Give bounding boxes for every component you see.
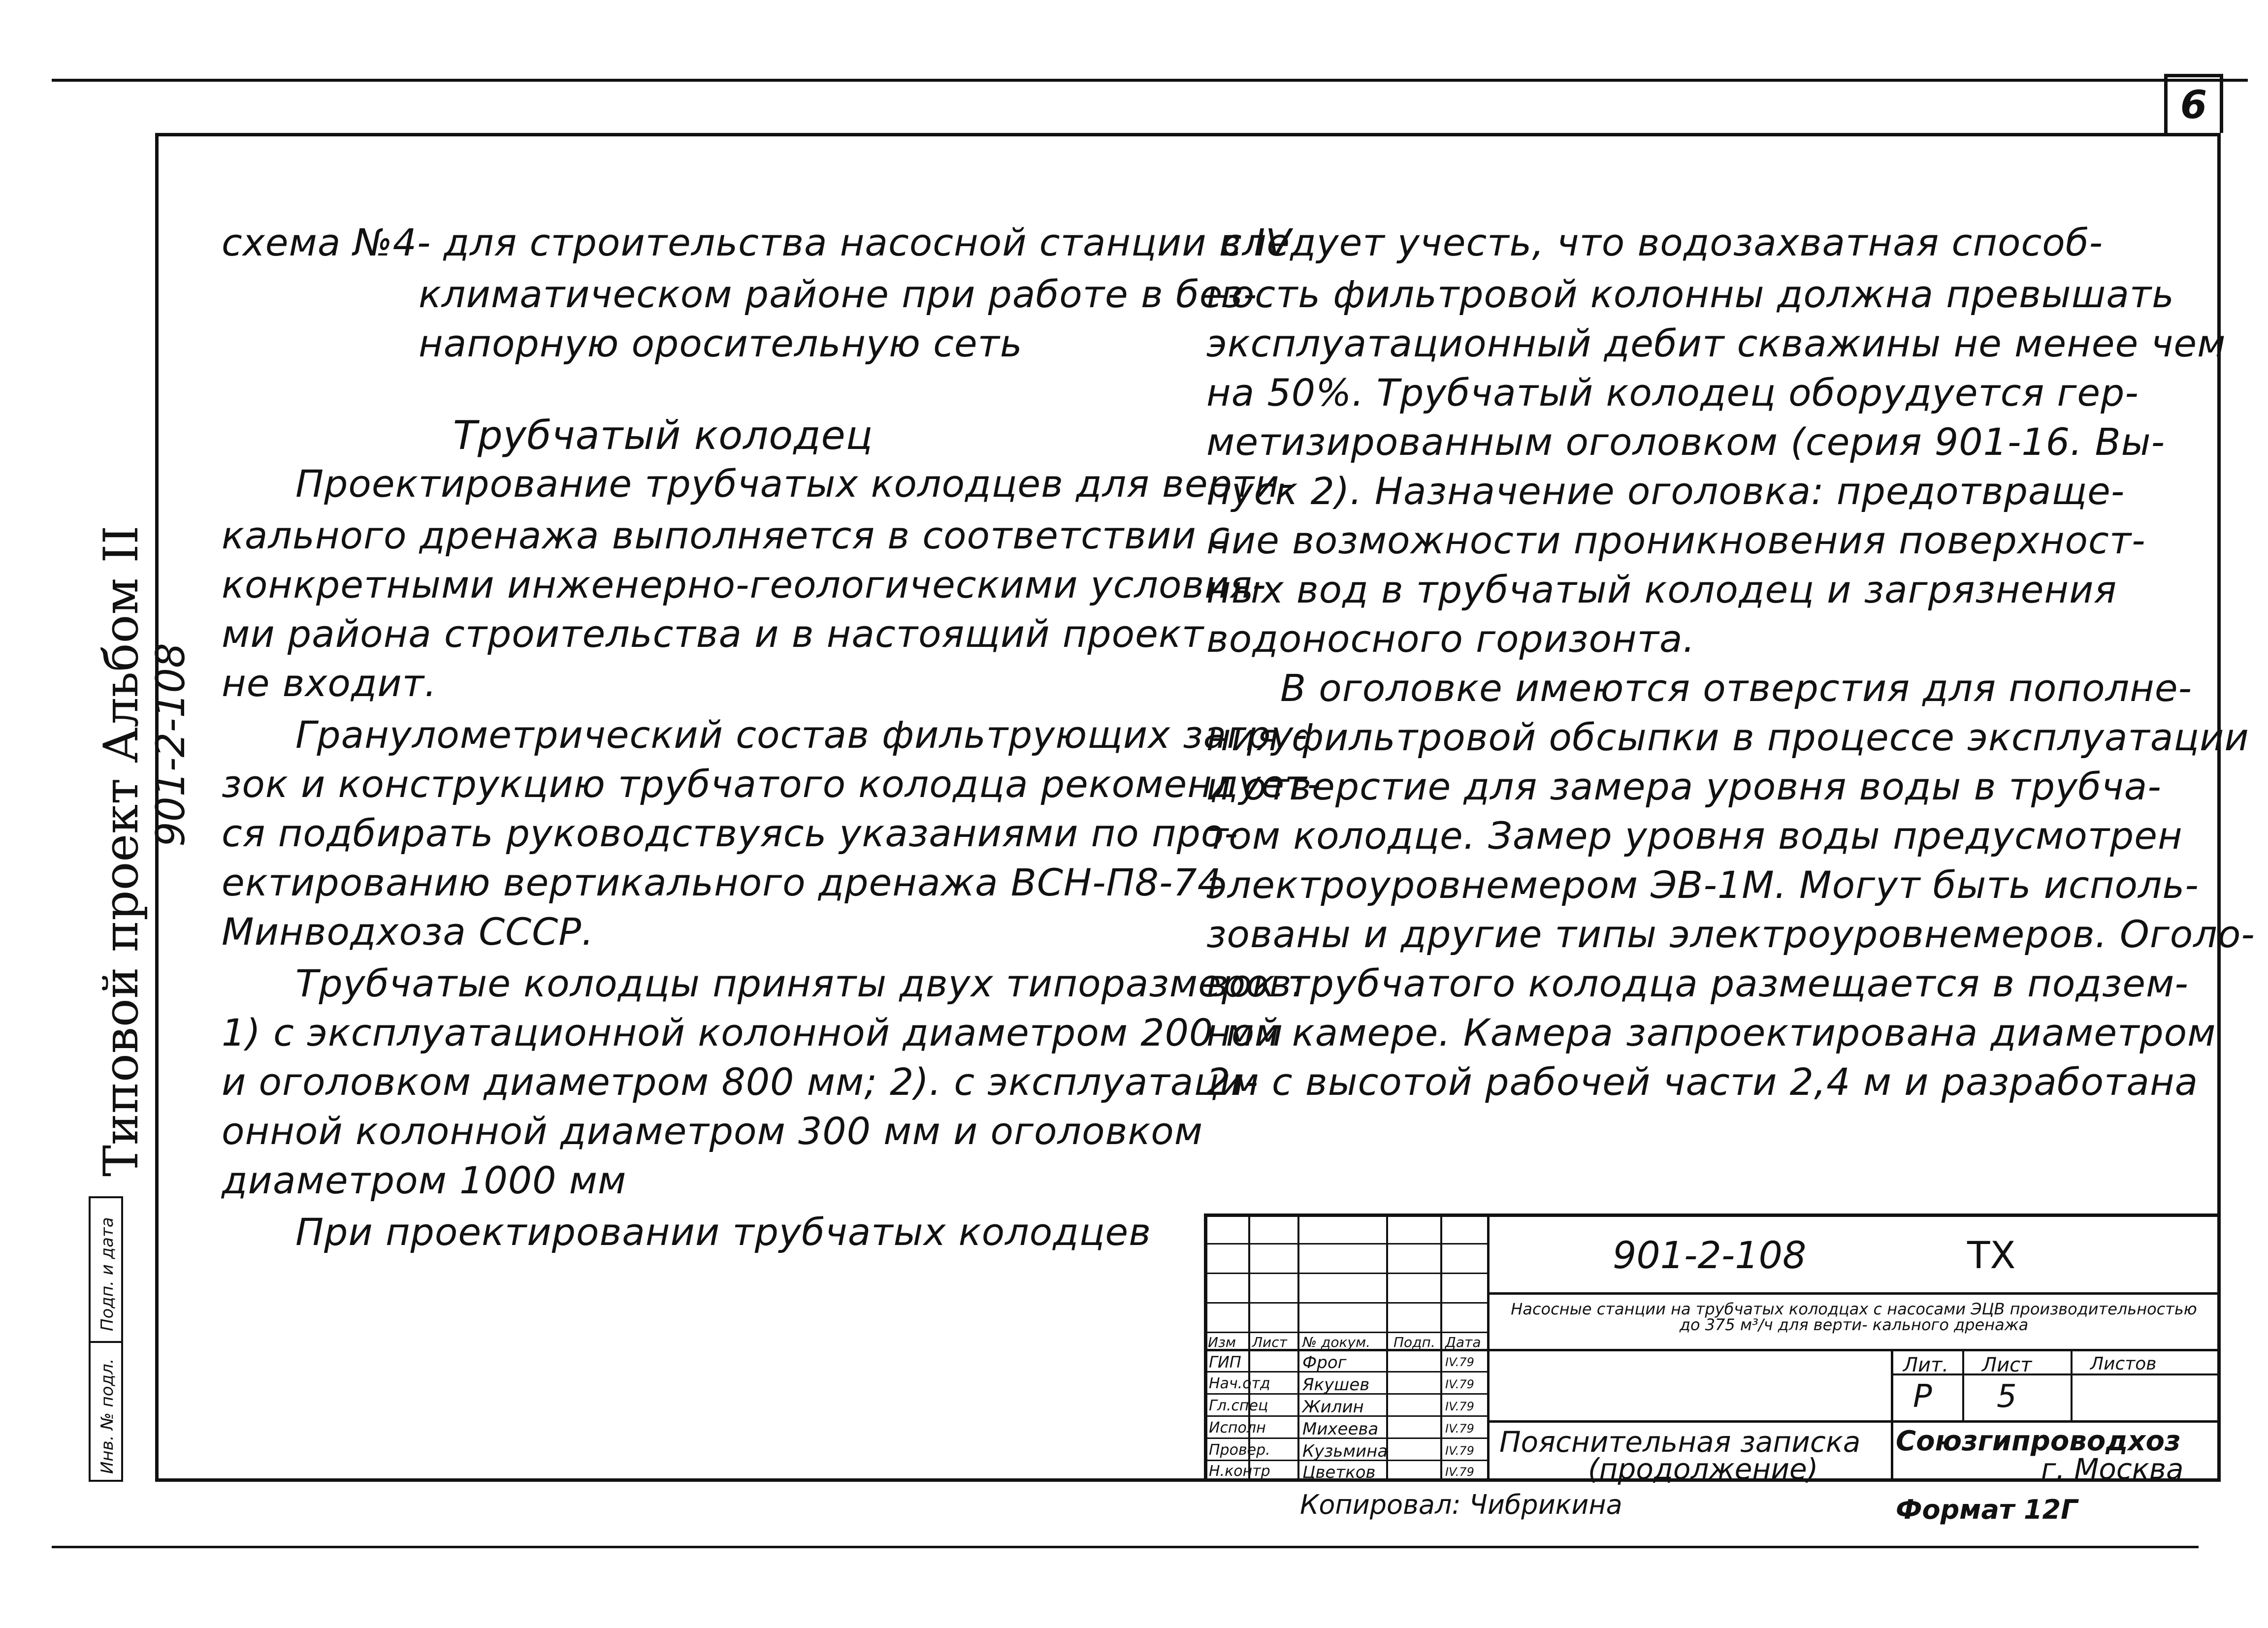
text-line: вок трубчатого колодца размещается в подзем- — [1206, 961, 2189, 1005]
tb-line — [2071, 1349, 2073, 1420]
text-line: 2м с высотой рабочей части 2,4 м и разработана — [1206, 1060, 2199, 1104]
text-line: При проектировании трубчатых колодцев — [295, 1210, 1151, 1254]
text-line: ся подбирать руководствуясь указаниями по про- — [222, 811, 1238, 855]
tb-line — [1204, 1332, 1487, 1333]
header-sign: Подп. — [1393, 1334, 1435, 1350]
tb-line — [1440, 1213, 1442, 1482]
staff-role: Н.контр — [1209, 1463, 1270, 1480]
doc-code: 901-2-108 — [1613, 1233, 1807, 1277]
text-line: ных вод в трубчатый колодец и загрязнения — [1206, 568, 2117, 611]
doc-type: ТХ — [1967, 1233, 2016, 1277]
staff-date: IV.79 — [1445, 1377, 1474, 1391]
tb-line — [1204, 1213, 1207, 1482]
project-name: Насосные станции на трубчатых колодцах с насосами ЭЦВ производительностью до 375 м³/ч для верти- кального дренажа — [1511, 1300, 2197, 1334]
text-line: метизированным оголовком (серия 901-16. Вы- — [1206, 420, 2166, 464]
text-line: Трубчатые колодцы приняты двух типоразмеров: — [295, 961, 1305, 1005]
staff-role: Гл.спец — [1209, 1397, 1268, 1414]
text-line: ектированию вертикального дренажа ВСН-П8-74 — [222, 861, 1222, 904]
staff-name: Фрог — [1302, 1353, 1347, 1373]
sheet-value: 5 — [1997, 1378, 2017, 1415]
text-line: следует учесть, что водозахватная способ- — [1221, 221, 2104, 264]
text-line: ность фильтровой колонны должна превышать — [1206, 272, 2174, 316]
staff-role: ГИП — [1209, 1353, 1241, 1372]
tb-line — [1487, 1349, 2221, 1351]
sheet-header: Лист — [1982, 1354, 2032, 1376]
text-line: зованы и другие типы электроуровнемеров. Оголо- — [1206, 912, 2255, 956]
tb-line — [1204, 1243, 1487, 1245]
city: г. Москва — [2041, 1452, 2184, 1486]
staff-role: Исполн — [1209, 1419, 1266, 1436]
text-line: водоносного горизонта. — [1206, 617, 1695, 661]
side-stamp-inventory: Инв. № подл. — [97, 1358, 117, 1474]
doc-subtitle: (продолжение) — [1588, 1452, 1818, 1486]
text-line: ми района строительства и в настоящий проект — [222, 612, 1204, 656]
staff-name: Якушев — [1302, 1375, 1370, 1395]
sheet-number: 6 — [2164, 74, 2223, 133]
staff-role: Провер. — [1209, 1441, 1270, 1459]
text-line: том колодце. Замер уровня воды предусмотрен — [1206, 814, 2183, 858]
doc-title: Пояснительная записка — [1499, 1425, 1861, 1459]
text-line: ной камере. Камера запроектирована диаметром — [1206, 1011, 2216, 1054]
tb-line — [1204, 1273, 1487, 1274]
staff-date: IV.79 — [1445, 1465, 1474, 1479]
header-list: Лист — [1252, 1334, 1287, 1350]
tb-line — [1962, 1349, 1964, 1420]
text-line: зок и конструкцию трубчатого колодца рекомендует- — [222, 762, 1321, 806]
staff-date: IV.79 — [1445, 1355, 1474, 1369]
staff-date: IV.79 — [1445, 1400, 1474, 1413]
text-line: кального дренажа выполняется в соответствии с — [222, 513, 1230, 557]
section-heading: Трубчатый колодец — [453, 413, 874, 458]
title-block — [1204, 1213, 2221, 1486]
sheets-header: Листов — [2090, 1354, 2157, 1374]
text-line: онной колонной диаметром 300 мм и оголовком — [222, 1109, 1203, 1153]
copied-by: Копировал: Чибрикина — [1300, 1489, 1622, 1520]
text-line: пуск 2). Назначение оголовка: предотвраще- — [1206, 469, 2125, 513]
text-line: 1) с эксплуатационной колонной диаметром 200 мм — [222, 1011, 1284, 1054]
stage-header: Лит. — [1903, 1354, 1949, 1376]
tb-line — [1487, 1213, 1490, 1482]
tb-line — [1487, 1420, 2221, 1423]
staff-date: IV.79 — [1445, 1444, 1474, 1458]
text-line: Проектирование трубчатых колодцев для верти- — [295, 462, 1294, 506]
header-izm: Изм — [1208, 1334, 1236, 1350]
text-line: климатическом районе при работе в без- — [419, 272, 1258, 316]
side-stamp-signature: Подп. и дата — [97, 1217, 117, 1331]
text-line: схема №4- для строительства насосной станции в IV — [222, 221, 1292, 264]
text-line: и отверстие для замера уровня воды в трубча- — [1206, 765, 2162, 808]
stage-value: Р — [1913, 1378, 1932, 1415]
album-title: Типовой проект Альбом II — [94, 525, 149, 1177]
text-line: и оголовком диаметром 800 мм; 2). с эксплуатаци- — [222, 1060, 1259, 1104]
tb-line — [1204, 1302, 1487, 1304]
top-border-line — [52, 79, 2248, 82]
text-line: электроуровнемером ЭВ-1М. Могут быть исполь- — [1206, 863, 2199, 907]
bottom-border-line — [52, 1546, 2199, 1548]
organization: Союзгипроводхоз — [1896, 1425, 2181, 1457]
staff-name: Михеева — [1302, 1419, 1379, 1439]
staff-name: Цветков — [1302, 1463, 1376, 1482]
text-line: Минводхоза СССР. — [222, 910, 594, 954]
text-line: диаметром 1000 мм — [222, 1158, 627, 1202]
album-code: 901-2-108 — [148, 642, 194, 847]
tb-line — [1297, 1213, 1299, 1482]
text-line: на 50%. Трубчатый колодец оборудуется гер- — [1206, 371, 2139, 415]
text-line: Гранулометрический состав фильтрующих загру- — [295, 713, 1308, 757]
text-line: напорную оросительную сеть — [419, 321, 1023, 365]
text-line: не входит. — [222, 661, 437, 705]
text-line: ние возможности проникновения поверхност- — [1206, 518, 2146, 562]
tb-line — [1204, 1213, 2221, 1217]
text-line: эксплуатационный дебит скважины не менее чем — [1206, 321, 2226, 365]
staff-date: IV.79 — [1445, 1422, 1474, 1436]
tb-line — [1487, 1292, 2221, 1295]
text-line: В оголовке имеются отверстия для пополне- — [1280, 666, 2193, 710]
staff-name: Жилин — [1302, 1397, 1364, 1417]
header-date: Дата — [1445, 1334, 1481, 1350]
text-line: конкретными инженерно-геологическими условия- — [222, 563, 1266, 607]
text-line: ния фильтровой обсыпки в процессе эксплуатации — [1206, 715, 2249, 759]
staff-role: Нач.отд — [1209, 1375, 1270, 1392]
header-doc: № докум. — [1302, 1334, 1371, 1350]
side-stamp-divider — [91, 1341, 121, 1343]
side-stamp — [89, 1196, 123, 1482]
staff-name: Кузьмина — [1302, 1441, 1388, 1461]
tb-line — [1891, 1349, 1893, 1482]
format: Формат 12Г — [1896, 1494, 2078, 1525]
